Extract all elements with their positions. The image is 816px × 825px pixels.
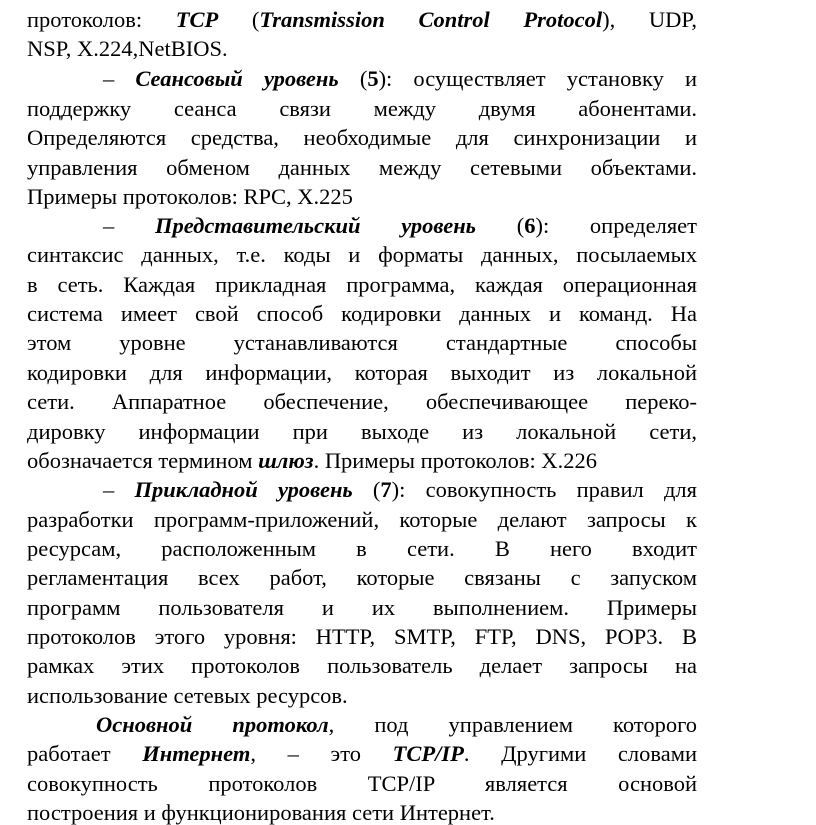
text-line: программ пользователя и их выполнением. Примеры xyxy=(27,595,697,620)
text-span: ( xyxy=(352,477,381,502)
text-line: в сеть. Каждая прикладная программа, каждая операционная xyxy=(27,272,697,297)
term-main-protocol: Основной протокол xyxy=(96,712,329,737)
text-line: построения и функционирования сети Интернет. xyxy=(27,800,495,825)
text-line: протоколов этого уровня: HTTP, SMTP, FTP, DNS, POP3. В xyxy=(27,624,697,649)
text-line xyxy=(103,211,697,240)
text-span: работает xyxy=(27,741,143,766)
text-span: ( xyxy=(475,213,525,238)
term-tcp: TCP xyxy=(175,7,219,32)
text-line: синтаксис данных, т.е. коды и форматы данных, посылаемых xyxy=(27,242,697,267)
text-line: сети. Аппаратное обеспечение, обеспечивающее переко- xyxy=(27,389,697,414)
text-line: рамках этих протоколов пользователь делает запросы на xyxy=(27,653,697,678)
text-span: ( xyxy=(338,66,368,91)
term-internet: Интернет xyxy=(142,741,251,766)
text-line: управления обменом данных между сетевыми объектами. xyxy=(27,155,697,180)
text-line xyxy=(96,710,697,739)
text-line: кодировки для информации, которая выходит из локальной xyxy=(27,360,697,385)
text-line xyxy=(27,739,697,768)
text-span: ): совокупность правил для xyxy=(391,477,698,502)
text-line: использование сетевых ресурсов. xyxy=(27,683,348,708)
text-line: система имеет свой способ кодировки данных и команд. На xyxy=(27,301,697,326)
text-line: NSP, X.224,NetBIOS. xyxy=(27,36,228,61)
text-line: регламентация всех работ, которые связаны с запуском xyxy=(27,565,697,590)
text-line: этом уровне устанавливаются стандартные способы xyxy=(27,330,697,355)
text-span: , под управлением которого xyxy=(328,712,697,737)
text-span: – xyxy=(103,213,155,238)
text-span: обозначается термином xyxy=(27,448,259,473)
term-session-layer: Сеансовый уровень xyxy=(135,66,339,91)
text-line xyxy=(27,5,697,34)
text-line: дировку информации при выходе из локальной сети, xyxy=(27,419,697,444)
text-span: ( xyxy=(218,7,260,32)
text-line: разработки программ-приложений, которые делают запросы к xyxy=(27,507,697,532)
text-span: , – это xyxy=(250,741,393,766)
text-span: . Другими словами xyxy=(463,741,697,766)
layer-number: 6 xyxy=(524,213,536,238)
text-span: . Примеры протоколов: X.226 xyxy=(313,448,597,473)
term-gateway: шлюз xyxy=(258,448,314,473)
text-line: ресурсам, расположенным в сети. В него входит xyxy=(27,536,697,561)
text-line: Примеры протоколов: RPC, X.225 xyxy=(27,184,353,209)
text-line: Определяются средства, необходимые для синхронизации и xyxy=(27,125,697,150)
layer-number: 7 xyxy=(380,477,392,502)
term-transmission-control-protocol: Transmission Control Protocol xyxy=(259,7,603,32)
text-span: – xyxy=(103,477,135,502)
text-line: совокупность протоколов TCP/IP является основой xyxy=(27,771,697,796)
text-span: ): осуществляет установку и xyxy=(378,66,697,91)
text-span: ), UDP, xyxy=(602,7,697,32)
term-application-layer: Прикладной уровень xyxy=(134,477,353,502)
layer-number: 5 xyxy=(367,66,379,91)
text-span: – xyxy=(103,66,136,91)
text-span: ): определяет xyxy=(535,213,697,238)
text-line xyxy=(103,475,697,504)
text-line xyxy=(27,446,697,475)
term-tcp-ip: TCP/IP xyxy=(392,741,464,766)
text-span: протоколов: xyxy=(27,7,176,32)
text-line: поддержку сеанса связи между двумя абонентами. xyxy=(27,96,697,121)
text-line xyxy=(103,64,697,93)
term-presentation-layer: Представительский уровень xyxy=(154,213,476,238)
